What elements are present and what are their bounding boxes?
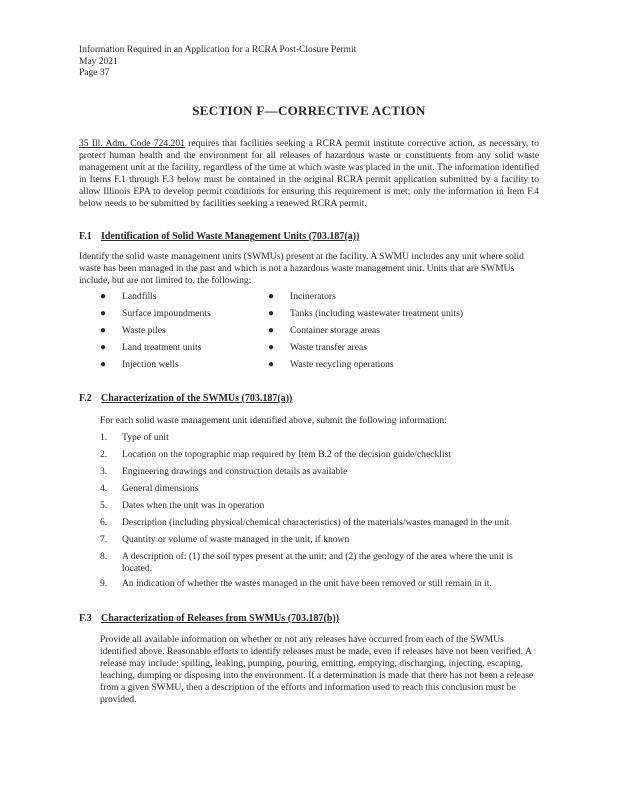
list-item-number: 1. [100,432,108,443]
f1-number: F.1 [79,231,92,242]
list-item-label: Land treatment units [122,342,202,353]
bullet-icon: ● [268,359,275,370]
list-item-label: Container storage areas [290,325,381,336]
regulation-citation: 35 Ill. Adm. Code 724.201 [79,138,185,149]
list-item-text: Location on the topographic map required by Item B.2 of the decision guide/checklist [122,449,452,460]
list-item-text: Type of unit [122,432,169,443]
intro-text: requires that facilities seeking a RCRA permit institute corrective action, as necessary, to protect human health and the environment for all releases of hazardous waste or constituents from any solid waste management unit at the facility, regardless of the time at which waste was placed in the unit. The information identified in Items F.1 through F.3 below must be contained in the original RCRA permit application submitted by a facility to allow Illinois EPA to develop permit conditions for ensuring this requirement is met; only the information in Item F.4 below needs to be submitted by facilities seeking a renewed RCRA permit. [79,138,539,209]
list-item-label: Waste transfer areas [290,342,367,353]
header-date: May 2021 [79,56,118,67]
bullet-icon: ● [100,325,107,336]
f2-number: F.2 [79,393,92,404]
bullet-icon: ● [100,342,107,353]
bullet-icon: ● [100,291,107,302]
list-item-number: 6. [100,517,108,528]
f3-paragraph: Provide all available information on whether or not any releases have occurred from each of the SWMUs identified above. Reasonable efforts to identify releases must be made, even if releases have not been verified. A release may include: spilling, leaking, pumping, pouring, emitting, emptying, discharging, injecting, escaping, leaching, dumping or disposing into the environment. If a determination is made that there has not been a release from a given SWMU, then a description of the efforts and information used to reach this conclusion must be provided. [100,634,534,705]
list-item-text: Engineering drawings and construction details as available [122,466,348,477]
list-item-text: Description (including physical/chemical characteristics) of the materials/wastes managed in the unit [122,517,510,528]
list-item-label: Injection wells [122,359,179,370]
f3-heading [79,613,339,624]
f2-heading-text: Characterization of the SWMUs (703.187(a)) [101,393,293,404]
bullet-icon: ● [268,342,275,353]
f2-paragraph: For each solid waste management unit identified above, submit the following information: [100,415,447,426]
list-item-text: An indication of whether the wastes managed in the unit have been removed or still remain in it. [122,578,492,589]
list-item-number: 8. [100,551,108,562]
list-item-number: 9. [100,578,108,589]
f1-paragraph: Identify the solid waste management units (SWMUs) present at the facility. A SWMU includes any unit where solid waste has been managed in the past and which is not a hazardous waste management unit. Units that are SWMUs include, but are not limited to, the following: [79,251,524,286]
list-item-number: 4. [100,483,108,494]
f3-number: F.3 [79,613,92,624]
list-item-number: 2. [100,449,108,460]
list-item-number: 5. [100,500,108,511]
f2-heading [79,393,292,404]
list-item-label: Landfills [122,291,157,302]
bullet-icon: ● [268,308,275,319]
list-item-label: Waste recycling operations [290,359,394,370]
list-item-text: Quantity or volume of waste managed in the unit, if known [122,534,350,545]
f1-heading-text: Identification of Solid Waste Management Units (703.187(a)) [101,231,360,242]
list-item-label: Tanks (including wastewater treatment units) [290,308,464,319]
header-doc-title: Information Required in an Application for a RCRA Post-Closure Permit [79,45,357,55]
list-item-number: 3. [100,466,108,477]
list-item-label: Incinerators [290,291,336,302]
list-item-text: General dimensions [122,483,199,494]
bullet-icon: ● [100,308,107,319]
f1-heading [79,231,359,242]
list-item-label: Waste piles [122,325,166,336]
list-item-text: A description of: (1) the soil types present at the unit; and (2) the geology of the area where the unit is located. [122,551,513,574]
header-page-number: Page 37 [79,68,110,78]
list-item-text: Dates when the unit was in operation [122,500,265,511]
section-title: SECTION F—CORRECTIVE ACTION [192,103,426,118]
bullet-icon: ● [268,291,275,302]
list-item-label: Surface impoundments [122,308,211,319]
list-item-number: 7. [100,534,108,545]
page-header [79,45,356,80]
intro-paragraph [79,138,539,210]
bullet-icon: ● [100,359,107,370]
bullet-icon: ● [268,325,275,336]
f3-heading-text: Characterization of Releases from SWMUs (703.187(b)) [101,613,340,624]
